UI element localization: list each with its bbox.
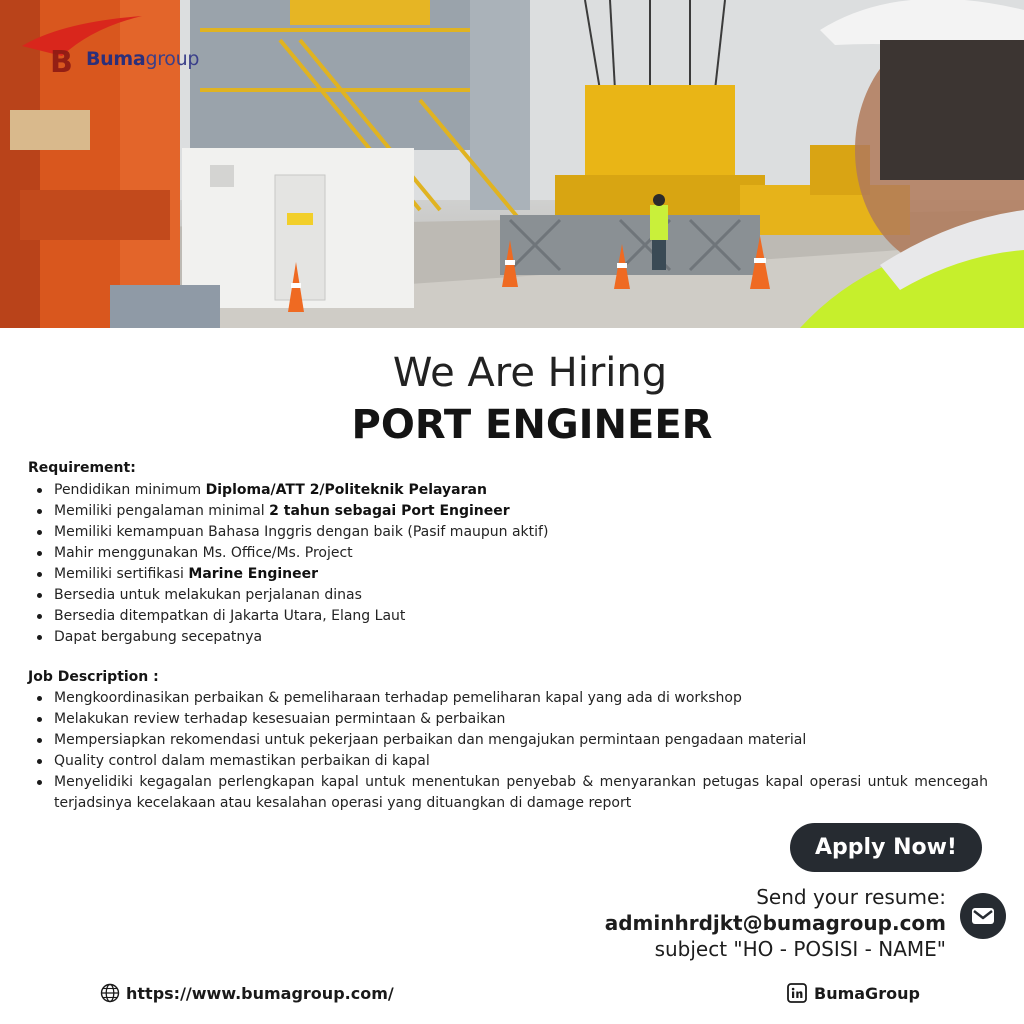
mail-icon[interactable]: [960, 893, 1006, 939]
linkedin-name[interactable]: BumaGroup: [814, 983, 920, 1003]
list-item: Quality control dalam memastikan perbaikan di kapal: [28, 751, 988, 772]
list-item: Dapat bergabung secepatnya: [28, 627, 988, 648]
requirement-list: [28, 480, 988, 648]
globe-icon: [100, 983, 120, 1003]
job-description-title: Job Description :: [28, 669, 159, 685]
apply-now-button[interactable]: Apply Now!: [790, 823, 982, 872]
list-item: Bersedia ditempatkan di Jakarta Utara, Elang Laut: [28, 606, 988, 627]
list-item: Memiliki pengalaman minimal 2 tahun sebagai Port Engineer: [28, 501, 988, 522]
email-subject: subject "HO - POSISI - NAME": [654, 937, 946, 961]
list-item: Mahir menggunakan Ms. Office/Ms. Project: [28, 543, 988, 564]
hiring-heading: We Are Hiring: [392, 350, 668, 396]
resume-instructions: [605, 884, 946, 962]
list-item: Memiliki kemampuan Bahasa Inggris dengan baik (Pasif maupun aktif): [28, 522, 988, 543]
header-photo: [0, 0, 1024, 328]
send-resume-label: Send your resume:: [756, 885, 946, 909]
email-address[interactable]: adminhrdjkt@bumagroup.com: [604, 911, 946, 935]
brand-name: Bumagroup: [86, 48, 200, 70]
job-description-list: [28, 688, 988, 814]
website-link[interactable]: [100, 983, 394, 1003]
svg-text:B: B: [50, 45, 73, 74]
list-item: Mempersiapkan rekomendasi untuk pekerjaan perbaikan dan mengajukan permintaan pengadaan material: [28, 730, 988, 751]
requirement-title: Requirement:: [28, 460, 136, 476]
job-title: PORT ENGINEER: [351, 402, 713, 448]
website-url[interactable]: https://www.bumagroup.com/: [126, 983, 394, 1003]
envelope-icon: [971, 907, 995, 925]
list-item: Mengkoordinasikan perbaikan & pemeliharaan terhadap pemeliharan kapal yang ada di workshop: [28, 688, 988, 709]
list-item: Menyelidiki kegagalan perlengkapan kapal untuk menentukan penyebab & menyarankan petugas kapal operasi untuk mencegah terjadsinya kecelakaan atau kesalahan operasi yang dituangkan di damage report: [28, 772, 988, 814]
list-item: Bersedia untuk melakukan perjalanan dinas: [28, 585, 988, 606]
linkedin-link[interactable]: [787, 983, 920, 1003]
list-item: Pendidikan minimum Diploma/ATT 2/Politeknik Pelayaran: [28, 480, 988, 501]
list-item: Memiliki sertifikasi Marine Engineer: [28, 564, 988, 585]
list-item: Melakukan review terhadap kesesuaian permintaan & perbaikan: [28, 709, 988, 730]
linkedin-icon: [787, 983, 807, 1003]
